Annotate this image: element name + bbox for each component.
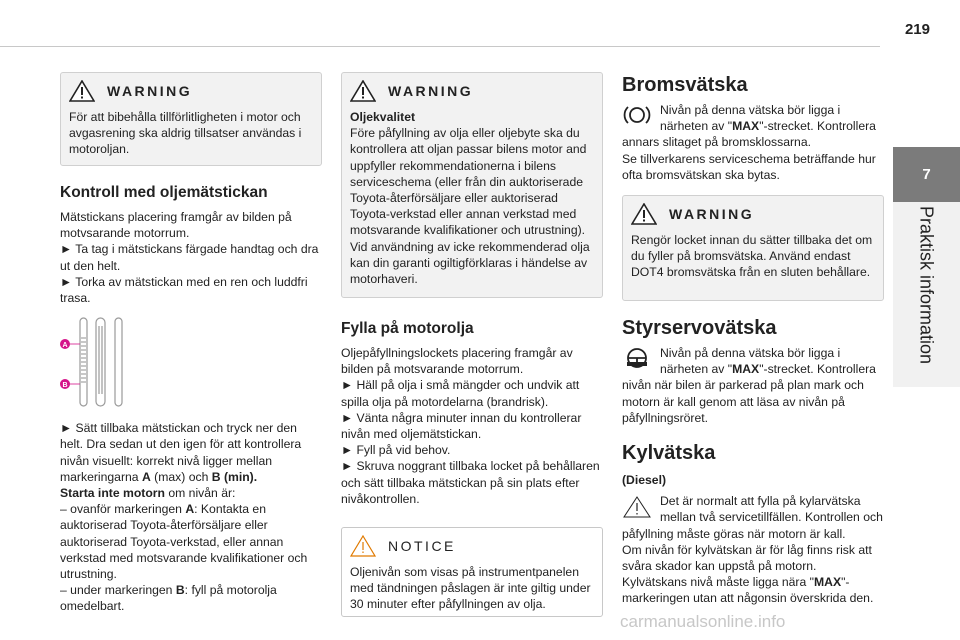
warning-box-3 — [622, 195, 884, 301]
warning-triangle-icon — [69, 80, 95, 102]
notice-title: NOTICE — [388, 538, 456, 555]
brake-fluid-text: Nivån på denna vätska bör ligga i närheten av "MAX"-strecket. Kontrollera annars slitaget på bromsklossarna. Se tillverkarens serviceschema beträffande hur ofta bromsvätskan ska bytas. — [622, 103, 876, 182]
section-heading-power-steering: Styrservovätska — [622, 317, 777, 340]
header-rule — [0, 46, 880, 47]
page-number: 219 — [904, 21, 930, 38]
warning-title: WARNING — [107, 83, 193, 99]
column-2 — [341, 72, 603, 617]
brake-warning-icon — [622, 104, 652, 126]
warning-triangle-icon — [350, 80, 376, 102]
dipstick-text: Mätstickans placering framgår av bilden på motvsarande motorrum. ► Ta tag i mätstickans färgade handtag och dra ut den helt. ► Torka av mätstickan med en ren och luddfri trasa. — [60, 210, 319, 306]
coolant-subheading: (Diesel) — [622, 473, 667, 488]
warning-text: För att bibehålla tillförlitligheten i motor och avgasrening ska aldrig tillsatser användas i motoroljan. — [69, 110, 302, 157]
warning-triangle-icon — [631, 203, 657, 225]
topup-text: Oljepåfyllningslockets placering framgår av bilden på motsvarande motorrum. ► Häll på olja i små mängder och undvik att spilla olja på motordelarna (brandrisk). ► Vänta några minuter innan du kontrollerar nivån med oljemätstickan. ► Fyll på vid behov. ► Skruva noggrant tillbaka locket på behållaren och sätt tillbaka mätstickan på sin plats efter nivåkontrollen. — [341, 346, 600, 506]
section-heading-topup: Fylla på motorolja — [341, 320, 474, 337]
warning-text: Rengör locket innan du sätter tillbaka det om du fyller på bromsvätska. Använd endast DOT4 bromsvätska från en sluten behållare. — [631, 233, 873, 280]
column-1 — [60, 72, 322, 615]
chapter-tab[interactable]: 7 — [893, 147, 960, 202]
warning-title: WARNING — [388, 83, 474, 99]
coolant-text: Det är normalt att fylla på kylarvätska mellan två servicetillfällen. Kontrollen och påfyllning måste göras när motorn är kall. Om nivån för kylvätskan är för låg finns risk att svåra skador kan uppstå på motorn. Kylvätskans nivå måste ligga nära "MAX"-markeringen utan att någonsin överskrida den. — [622, 494, 883, 606]
marker-a-label: A — [62, 342, 68, 350]
section-heading-dipstick: Kontroll med oljemätstickan — [60, 184, 268, 201]
section-heading-brake-fluid: Bromsvätska — [622, 74, 748, 96]
power-steering-text: Nivån på denna vätska bör ligga i närheten av "MAX"-strecket. Kontrollera nivån när bilen är parkerad på plan mark och motorn är kall genom att läsa av nivån på påfyllningsröret. — [622, 346, 876, 425]
chapter-title: Praktisk information — [916, 206, 937, 365]
watermark: carmanualsonline.info — [620, 612, 786, 631]
marker-b-label: B — [62, 382, 68, 390]
dipstick-illustration — [60, 316, 322, 408]
notice-text: Oljenivån som visas på instrumentpanelen med tändningen påslagen är inte giltig under 30 minuter efter påfyllningen av olja. — [350, 565, 591, 612]
warning-subtitle: Oljekvalitet — [350, 110, 416, 124]
dipstick-check-text: ► Sätt tillbaka mätstickan och tryck ner den helt. Dra sedan ut den igen för att kontrollera nivån visuellt: korrekt nivå ligger mellan markeringarna A (max) och B (min). Starta inte motorn om nivån är: – ovanför markeringen A: Kontakta en auktoriserad Toyota-återförsäljare eller auktoriserad Toyota-verkstad, eller annan verkstad med motsvarande kvalifikationer och utrustning. – under markeringen B: fyll på motorolja omedelbart. — [60, 421, 308, 614]
warning-text: Före påfyllning av olja eller oljebyte ska du kontrollera att oljan passar bilens motor and uppfyller rekommendationerna i bilens serviceschema (eller från din auktoriserade Toyota-återförsäljare eller auktoriserad Toyota-verkstad eller annan verkstad med motsvarande kvalifikationer och utrustning). Vid användning av icke rekommenderad olja kan din garanti ogiltigförklaras i händelse av motorhaveri. — [350, 126, 590, 287]
warning-box-2 — [341, 72, 603, 298]
column-3 — [622, 72, 884, 607]
notice-box — [341, 527, 603, 617]
warning-title: WARNING — [669, 206, 755, 223]
dipstick-drawing — [60, 316, 160, 408]
notice-triangle-icon — [622, 495, 652, 519]
notice-triangle-icon — [350, 535, 376, 557]
chapter-side-label — [893, 202, 960, 387]
section-heading-coolant: Kylvätska — [622, 442, 716, 465]
warning-box-1 — [60, 72, 322, 166]
steering-wheel-icon — [622, 347, 652, 369]
